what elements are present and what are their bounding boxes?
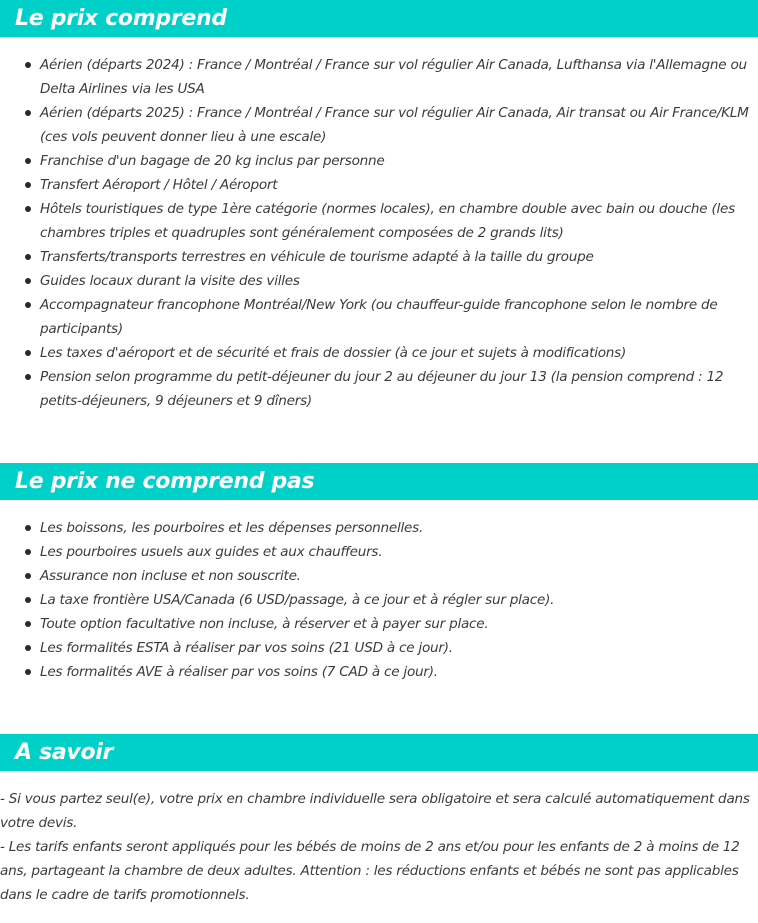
list-item: Assurance non incluse et non souscrite. [0, 564, 758, 588]
list-item: Les formalités ESTA à réaliser par vos soins (21 USD à ce jour). [0, 636, 758, 660]
list-item: Les pourboires usuels aux guides et aux chauffeurs. [0, 540, 758, 564]
list-item: Transfert Aéroport / Hôtel / Aéroport [0, 173, 758, 197]
section-header-not-included [0, 463, 758, 500]
list-item: Hôtels touristiques de type 1ère catégorie (normes locales), en chambre double avec bain ou douche (les chambres triples et quadruples sont généralement composées de 2 grands lits) [0, 197, 758, 245]
section-header-included [0, 0, 758, 37]
list-item: Les formalités AVE à réaliser par vos soins (7 CAD à ce jour). [0, 660, 758, 684]
note-paragraph: - Les tarifs enfants seront appliqués pour les bébés de moins de 2 ans et/ou pour les enfants de 2 à moins de 12 ans, partageant la chambre de deux adultes. Attention : les réductions enfants et bébés ne sont pas applicables dans le cadre de tarifs promotionnels. [0, 839, 740, 903]
section-header-to-know [0, 734, 758, 771]
note-paragraph: - Si vous partez seul(e), votre prix en chambre individuelle sera obligatoire et sera calculé automatiquement dans votre devis. [0, 791, 750, 831]
notes-block [0, 787, 756, 907]
list-item: Les taxes d'aéroport et de sécurité et frais de dossier (à ce jour et sujets à modifications) [0, 341, 758, 365]
list-item: Franchise d'un bagage de 20 kg inclus par personne [0, 149, 758, 173]
section-title-not-included: Le prix ne comprend pas [15, 469, 315, 494]
included-list [0, 53, 758, 413]
not-included-list [0, 516, 758, 684]
list-item: Les boissons, les pourboires et les dépenses personnelles. [0, 516, 758, 540]
list-item: Toute option facultative non incluse, à réserver et à payer sur place. [0, 612, 758, 636]
list-item: Accompagnateur francophone Montréal/New York (ou chauffeur-guide francophone selon le nombre de participants) [0, 293, 758, 341]
list-item: Aérien (départs 2025) : France / Montréal / France sur vol régulier Air Canada, Air transat ou Air France/KLM (ces vols peuvent donner lieu à une escale) [0, 101, 758, 149]
section-title-included: Le prix comprend [15, 6, 227, 31]
list-item: La taxe frontière USA/Canada (6 USD/passage, à ce jour et à régler sur place). [0, 588, 758, 612]
list-item: Pension selon programme du petit-déjeuner du jour 2 au déjeuner du jour 13 (la pension comprend : 12 petits-déjeuners, 9 déjeuners et 9 dîners) [0, 365, 758, 413]
list-item: Transferts/transports terrestres en véhicule de tourisme adapté à la taille du groupe [0, 245, 758, 269]
section-title-to-know: A savoir [15, 740, 114, 765]
list-item: Guides locaux durant la visite des villes [0, 269, 758, 293]
list-item: Aérien (départs 2024) : France / Montréal / France sur vol régulier Air Canada, Lufthansa via l'Allemagne ou Delta Airlines via les USA [0, 53, 758, 101]
